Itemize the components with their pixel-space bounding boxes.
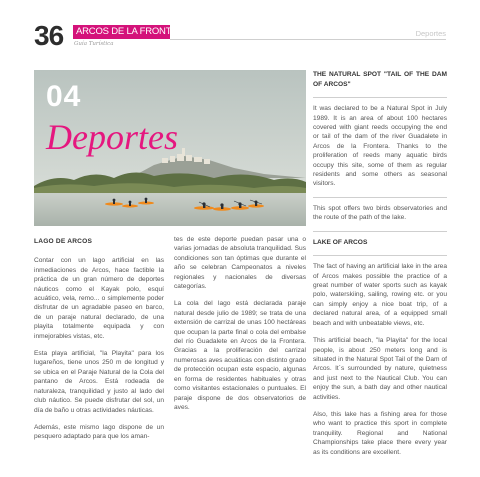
- divider: [313, 97, 447, 98]
- paragraph: Also, this lake has a fishing area for those who want to practice this sport in complete tranquility. Regional and National Championships take place there every year as its conditions are excellent.: [313, 410, 447, 456]
- column-left: [34, 237, 164, 450]
- natural-spot-heading: THE NATURAL SPOT "TAIL OF THE DAM OF ARCOS": [313, 71, 447, 88]
- column-right: [313, 70, 447, 465]
- paragraph: The fact of having an artificial lake in the area of Arcos makes possible the practice of a great number of water sports such as kayak polo, waterskiing, sailing, rowing etc. or you can simply enjoy a nice boat trip, of a declared natural area, of a equipped small beach and with unbeatable views, etc.: [313, 263, 447, 327]
- header-title: ARCOS DE LA FRONTERA: [76, 26, 191, 37]
- hero-number: 04: [46, 80, 82, 113]
- header-rule: [170, 39, 446, 40]
- hero-photo: [34, 70, 306, 226]
- paragraph: La cola del lago está declarada paraje natural desde julio de 1989; se trata de una extensión de carrizal de unas 100 hectáreas que ocupan la parte final o cola del embalse del río Guadalete en Arcos de la Frontera. Gracias a la proliferación del carrizal numerosas aves acuáticas con distinto grado de protección ocupan este espacio, algunas en forma de residentes habituales y otras como visitantes estacionales o puntuales. El paraje dispone de dos observatorios de aves.: [174, 300, 306, 411]
- divider: [313, 197, 447, 198]
- paragraph: This spot offers two birds observatories and the route of the path of the lake.: [313, 204, 447, 222]
- lake-heading: LAKE OF ARCOS: [313, 238, 368, 246]
- lago-heading: LAGO DE ARCOS: [34, 238, 93, 245]
- hero-title: Deportes: [46, 117, 178, 157]
- paragraph: Contar con un lago artificial en las inmediaciones de Arcos, hace factible la práctica de un gran número de deportes náuticos como el Kayak polo, esquí acuático, vela, remo... o simplemente poder disfrutar de un agradable paseo en barco, de un paraje natural declarado, de una playita totalmente equipada y con inmejorables vistas, etc.: [34, 257, 164, 340]
- paragraph: It was declared to be a Natural Spot in July 1989. It is an area of about 100 hectares covered with giant reeds occupying the end or tail of the dam of the river Guadalete in Arcos de la Frontera. Thanks to the proliferation of reeds many aquatic birds occupy this site, some of them as regular residents and some others as seasonal visitors.: [313, 105, 447, 188]
- paragraph: Además, este mismo lago dispone de un pesquero adaptado para que los aman-: [34, 423, 164, 441]
- paragraph: tes de este deporte puedan pasar una o varias jornadas de absoluta tranquilidad. Sus condiciones son tan óptimas que durante el año se celebran Campeonatos a niveles regionales y nacionales de diversas categorías.: [174, 236, 306, 291]
- paragraph: Esta playa artificial, "la Playita" para los lugareños, tiene unos 250 m de longitud y se ubica en el Paraje Natural de la Cola del pantano de Arcos. Está rodeada de naturaleza, tranquilidad y justo al lado del club náutico. Se puede disfrutar del sol, un día de baño u otras actividades náuticas.: [34, 350, 164, 414]
- section-label: Deportes: [415, 29, 446, 38]
- divider: [313, 231, 447, 232]
- column-middle: [174, 235, 306, 420]
- header-subtitle: Guía Turística: [74, 41, 114, 47]
- page-number: 36: [34, 20, 64, 51]
- divider: [313, 255, 447, 256]
- paragraph: This artificial beach, "la Playita" for the local people, is about 250 meters long and is situated in the Natural Spot Tail of the Dam of Arcos. It´s surrounded by nature, quietness and just next to the Nautical Club. You can enjoy the sun, a bath day and other nautical activities.: [313, 337, 447, 401]
